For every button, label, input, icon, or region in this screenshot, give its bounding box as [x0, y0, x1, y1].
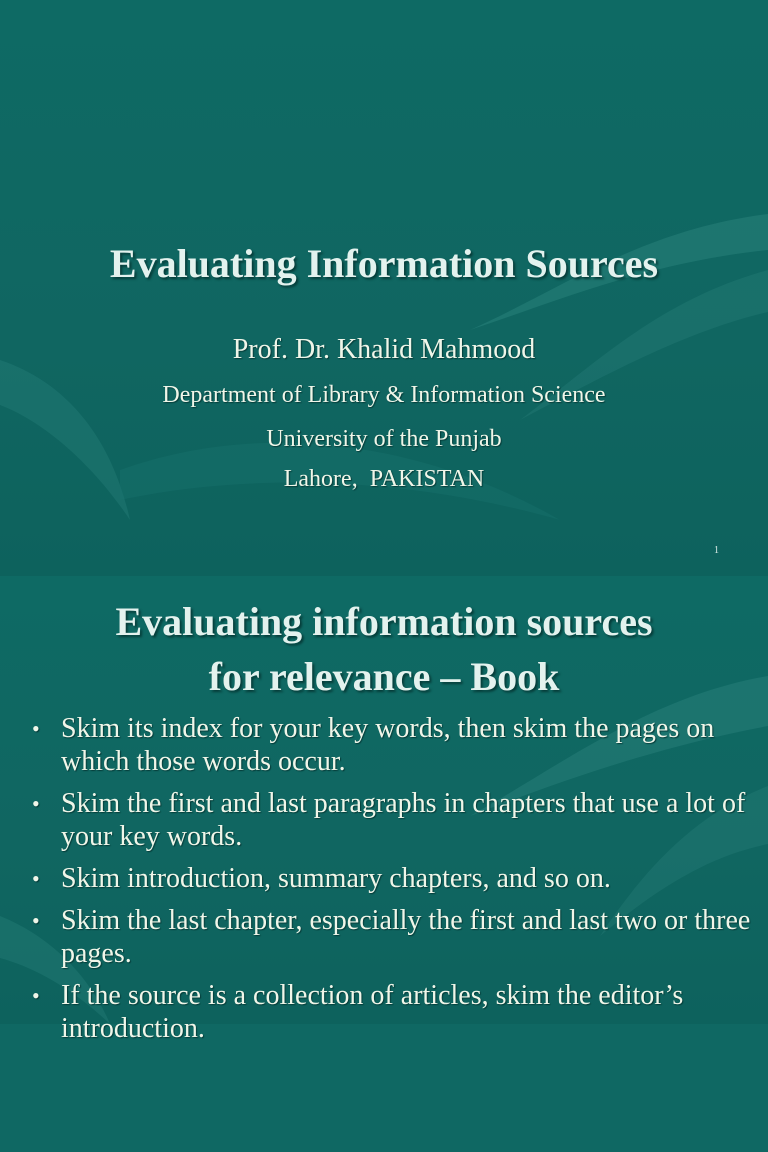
bullet-icon: •: [32, 908, 40, 933]
location-text: Lahore, PAKISTAN: [283, 466, 485, 492]
slide-title-line-2: for relevance – Book: [208, 654, 560, 699]
slide-title: [0, 594, 768, 704]
bullet-text: If the source is a collection of articles, skim the editor’s introduction.: [61, 980, 684, 1044]
bullet-text: Skim the last chapter, especially the first and last two or three pages.: [61, 905, 751, 969]
slide-number: 1: [714, 545, 719, 556]
bullet-item: [30, 979, 755, 1045]
bullet-item: [30, 787, 755, 853]
slide-title: Evaluating Information Sources: [109, 241, 659, 286]
department-name: Department of Library & Information Science: [162, 382, 606, 408]
author-name: Prof. Dr. Khalid Mahmood: [232, 334, 536, 365]
bullet-icon: •: [32, 791, 40, 816]
bullet-item: [30, 712, 755, 778]
bullet-icon: •: [32, 866, 40, 891]
content-slide: [0, 576, 768, 1044]
bullet-icon: •: [32, 983, 40, 1008]
bullet-item: [30, 862, 755, 895]
bullet-text: Skim the first and last paragraphs in chapters that use a lot of your key words.: [61, 788, 746, 852]
bullet-text: Skim introduction, summary chapters, and so on.: [61, 863, 611, 894]
bullet-item: [30, 904, 755, 970]
slide-title-line-1: Evaluating information sources: [115, 599, 653, 644]
bullet-text: Skim its index for your key words, then skim the pages on which those words occur.: [61, 713, 715, 777]
bullet-icon: •: [32, 716, 40, 741]
university-name: University of the Punjab: [266, 426, 502, 452]
bullet-list: [30, 712, 755, 1054]
